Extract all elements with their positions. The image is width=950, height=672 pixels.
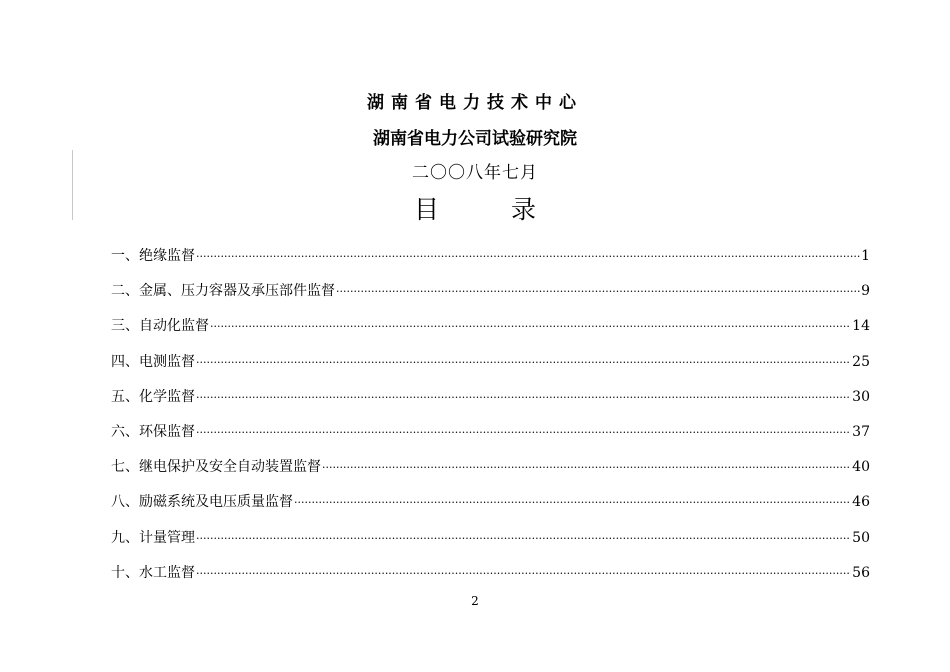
toc-dot-leader bbox=[196, 562, 851, 586]
toc-entry[interactable] bbox=[111, 526, 870, 561]
toc-dot-leader bbox=[196, 351, 851, 375]
toc-entry[interactable] bbox=[111, 561, 870, 596]
toc-entry[interactable] bbox=[111, 385, 870, 420]
toc-entry-page: 30 bbox=[852, 388, 870, 405]
toc-entry[interactable] bbox=[111, 350, 870, 385]
toc-entry-label: 九、计量管理 bbox=[111, 529, 195, 546]
toc-entry[interactable] bbox=[111, 420, 870, 455]
toc-entry-page: 9 bbox=[861, 283, 870, 300]
toc-entry-page: 37 bbox=[852, 423, 870, 440]
toc-dot-leader bbox=[336, 280, 860, 304]
toc-title: 目 录 bbox=[414, 195, 568, 224]
toc-dot-leader bbox=[210, 315, 851, 339]
toc-entry[interactable] bbox=[111, 314, 870, 349]
toc-entry-label: 八、励磁系统及电压质量监督 bbox=[111, 494, 293, 511]
organization-name-2: 湖南省电力公司试验研究院 bbox=[373, 129, 577, 149]
toc-dot-leader bbox=[196, 245, 860, 269]
toc-entry-page: 40 bbox=[852, 459, 870, 476]
toc-dot-leader bbox=[196, 527, 851, 551]
toc-entry-label: 四、电测监督 bbox=[111, 353, 195, 370]
toc-entry-page: 14 bbox=[852, 318, 870, 335]
toc-entry-page: 56 bbox=[852, 564, 870, 581]
toc-entry[interactable] bbox=[111, 490, 870, 525]
document-date: 二〇〇八年七月 bbox=[412, 163, 538, 183]
toc-dot-leader bbox=[322, 456, 851, 480]
toc-entry-page: 46 bbox=[852, 494, 870, 511]
toc-entry-label: 七、继电保护及安全自动装置监督 bbox=[111, 459, 321, 476]
toc-entry-page: 50 bbox=[852, 529, 870, 546]
toc-entry-label: 三、自动化监督 bbox=[111, 318, 209, 335]
toc-dot-leader bbox=[196, 421, 851, 445]
toc-entry-label: 十、水工监督 bbox=[111, 564, 195, 581]
toc-entry-label: 一、绝缘监督 bbox=[111, 248, 195, 264]
toc-entry[interactable] bbox=[111, 279, 870, 314]
toc-entry-label: 二、金属、压力容器及承压部件监督 bbox=[111, 283, 335, 300]
toc-entry[interactable] bbox=[111, 244, 870, 279]
toc-entry-label: 六、环保监督 bbox=[111, 423, 195, 440]
toc-dot-leader bbox=[294, 491, 851, 515]
page-number: 2 bbox=[471, 594, 479, 608]
toc-dot-leader bbox=[196, 386, 851, 410]
toc-entry-page: 1 bbox=[861, 248, 870, 264]
toc-entry-label: 五、化学监督 bbox=[111, 388, 195, 405]
toc-entry-page: 25 bbox=[852, 353, 870, 370]
table-of-contents bbox=[111, 244, 870, 596]
toc-entry[interactable] bbox=[111, 455, 870, 490]
organization-name-1: 湖南省电力技术中心 bbox=[367, 93, 583, 113]
